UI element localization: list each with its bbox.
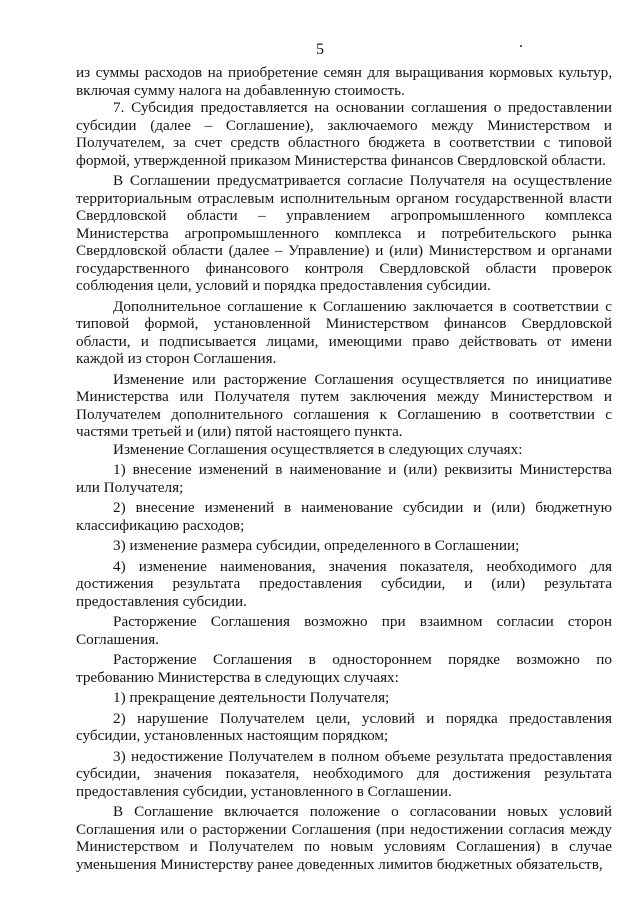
list-item-change-3: 3) изменение размера субсидии, определенного в Соглашении;	[113, 537, 520, 554]
list-item-termination-3: 3) недостижение Получателем в полном объеме результата предоставления субсидии, значения показателя, необходимого для достижения результата предоставления субсидии, установленного в Соглашении.	[76, 747, 612, 800]
paragraph-new-conditions: В Соглашение включается положение о согласовании новых условий Соглашения или о расторжении Соглашения (при недостижении согласия между Министерством и Получателем по новым условиям Соглашения) в случае уменьшения Министерству ранее доведенных лимитов бюджетных обязательств,	[76, 803, 612, 873]
scan-speck	[520, 45, 522, 47]
paragraph-additional-agreement: Дополнительное соглашение к Соглашению заключается в соответствии с типовой формой, установленной Министерством финансов Свердловской области, и подписывается лицами, имеющими право действовать от имени каждой из сторон Соглашения.	[76, 297, 612, 367]
list-item-change-2: 2) внесение изменений в наименование субсидии и (или) бюджетную классификацию расходов;	[76, 499, 612, 534]
paragraph-unilateral-termination: Расторжение Соглашения в одностороннем порядке возможно по требованию Министерства в следующих случаях:	[76, 651, 612, 686]
list-item-termination-1: 1) прекращение деятельности Получателя;	[113, 689, 390, 706]
paragraph-change-or-termination: Изменение или расторжение Соглашения осуществляется по инициативе Министерства или Получателя путем заключения между Министерством и Получателем дополнительного соглашения к Соглашению в соответствии с частями третьей и (или) пятой настоящего пункта.	[76, 370, 612, 440]
list-item-change-1: 1) внесение изменений в наименование и (или) реквизиты Министерства или Получателя;	[76, 461, 612, 496]
paragraph-clause-7: 7. Субсидия предоставляется на основании соглашения о предоставлении субсидии (далее – Соглашение), заключаемого между Министерством и Получателем, за счет средств областного бюджета в соответствии с типовой формой, утвержденной приказом Министерства финансов Свердловской области.	[76, 99, 612, 169]
paragraph-change-cases-intro: Изменение Соглашения осуществляется в следующих случаях:	[113, 440, 523, 458]
paragraph-continuation: из суммы расходов на приобретение семян для выращивания кормовых культур, включая сумму налога на добавленную стоимость.	[76, 64, 612, 99]
list-item-change-4: 4) изменение наименования, значения показателя, необходимого для достижения результата предоставления субсидии, и (или) результата предоставления субсидии.	[76, 557, 612, 610]
list-item-termination-2: 2) нарушение Получателем цели, условий и порядка предоставления субсидии, установленных настоящим порядком;	[76, 709, 612, 744]
page-number: 5	[316, 41, 324, 58]
paragraph-consent: В Соглашении предусматривается согласие Получателя на осуществление территориальным отраслевым исполнительным органом государственной власти Свердловской области – управлением агропромышленного комплекса Министерства агропромышленного комплекса и потребительского рынка Свердловской области (далее – Управление) и (или) Министерством и органами государственного финансового контроля Свердловской области проверок соблюдения цели, условий и порядка предоставления субсидии.	[76, 172, 612, 294]
paragraph-mutual-termination: Расторжение Соглашения возможно при взаимном согласии сторон Соглашения.	[76, 613, 612, 648]
document-body	[76, 64, 612, 873]
